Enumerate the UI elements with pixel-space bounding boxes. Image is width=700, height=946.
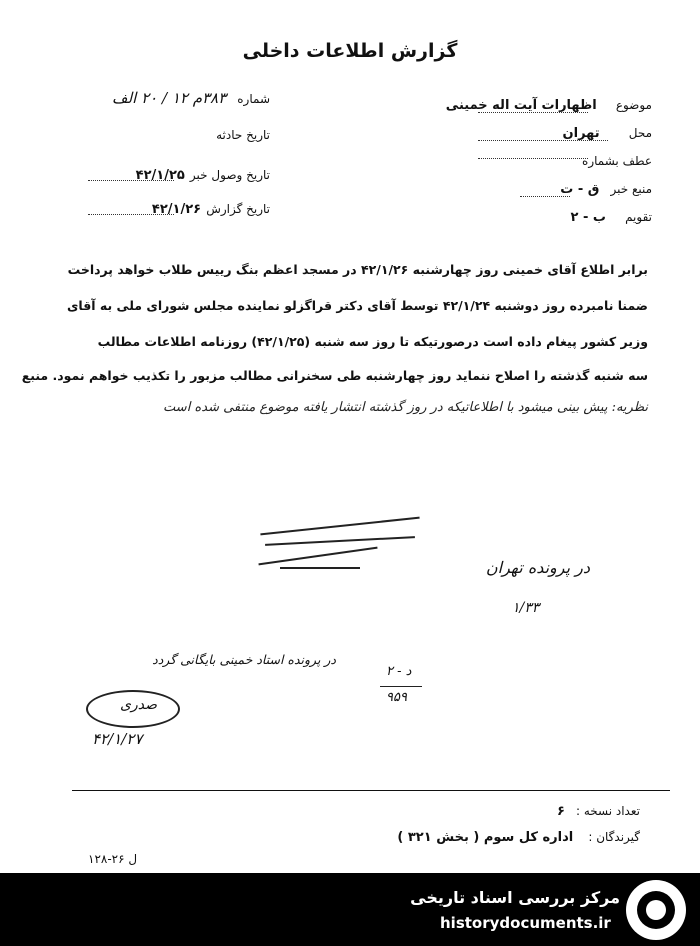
field-place bbox=[422, 122, 652, 141]
page-title: گزارش اطلاعات داخلی bbox=[242, 40, 458, 62]
field-source-value: ق - ت bbox=[560, 182, 600, 197]
watermark-site: historydocuments.ir bbox=[440, 914, 611, 932]
field-reference-label: عطف بشماره bbox=[582, 154, 652, 168]
form-code: ۱۲۸-۲۶ ل bbox=[88, 852, 138, 866]
signature: صدری bbox=[120, 697, 157, 713]
field-number bbox=[70, 88, 270, 107]
field-subject-label: موضوع bbox=[615, 98, 652, 112]
body-line-1: برابر اطلاع آقای خمینی روز چهارشنبه ۴۲/۱/۲۶ در مسجد اعظم بنگ رییس طلاب خواهد پرداخت bbox=[67, 262, 648, 277]
field-report-date-value: ۴۲/۱/۲۶ bbox=[151, 202, 202, 217]
recipients-row bbox=[320, 826, 640, 845]
field-place-value: تهران bbox=[562, 126, 600, 141]
stamp-scribble bbox=[250, 505, 440, 575]
body-line-2: ضمنا نامبرده روز دوشنبه ۴۲/۱/۲۴ توسط آقای دکتر قراگزلو نماینده مجلس شورای ملی به آقای bbox=[66, 298, 648, 313]
copies-label: تعداد نسخه : bbox=[575, 804, 640, 818]
field-place-label: محل bbox=[628, 126, 652, 140]
field-incident-date-label: تاریخ حادثه bbox=[216, 128, 270, 142]
divider bbox=[72, 790, 670, 791]
body-line-3: وزیر کشور پیغام داده است درصورتیکه تا روز سه شنبه (۴۲/۱/۲۵) روزنامه اطلاعات مطالب bbox=[97, 334, 648, 349]
field-incident-date bbox=[70, 124, 270, 143]
field-subject bbox=[422, 94, 652, 113]
field-calendar-value: ب - ۲ bbox=[570, 210, 606, 225]
field-source-label: منبع خبر bbox=[610, 182, 652, 196]
recipients-value: اداره کل سوم ( بخش ۳۲۱ ) bbox=[397, 830, 574, 845]
field-number-value: ۳۸۳م ۱۲ / ۲۰ الف bbox=[112, 89, 227, 107]
field-calendar bbox=[422, 206, 652, 225]
archive-date: ۴۲/۱/۲۷ bbox=[92, 730, 143, 748]
watermark-band bbox=[0, 873, 700, 946]
archive-note: در پرونده استاد خمینی بایگانی گردد bbox=[152, 652, 336, 667]
fraction-top: ۲ - د bbox=[386, 664, 412, 679]
field-report-date-label: تاریخ گزارش bbox=[206, 202, 270, 216]
body-line-4: سه شنبه گذشته را اصلاح ننماید روز چهارشنبه طی سخنرانی مطالب مزبور را تکذیب خواهم نمود. منبع bbox=[21, 368, 648, 383]
field-received-date-value: ۴۲/۱/۲۵ bbox=[135, 168, 185, 183]
copies-value: ۶ bbox=[556, 804, 565, 819]
filing-number: ۱/۳۳ bbox=[512, 600, 540, 616]
copies-row bbox=[490, 800, 640, 819]
field-received-date-label: تاریخ وصول خبر bbox=[189, 168, 270, 182]
fraction-bottom: ۹۵۹ bbox=[386, 690, 407, 705]
fraction-line bbox=[380, 686, 422, 687]
field-reference bbox=[422, 150, 652, 169]
handwritten-note: نظریه: پیش بینی میشود با اطلاعاتیکه در روز گذشته انتشار یافته موضوع منتفی شده است bbox=[163, 400, 648, 415]
recipients-label: گیرندگان : bbox=[588, 830, 640, 844]
field-number-label: شماره bbox=[237, 92, 270, 106]
filing-note: در پرونده تهران bbox=[485, 558, 590, 577]
field-source bbox=[422, 178, 652, 197]
watermark-org-name: مرکز بررسی اسناد تاریخی bbox=[410, 888, 620, 907]
field-subject-value: اظهارات آیت اله خمینی bbox=[445, 98, 597, 113]
archive-logo-icon bbox=[626, 880, 686, 940]
field-calendar-label: تقویم bbox=[625, 210, 652, 224]
